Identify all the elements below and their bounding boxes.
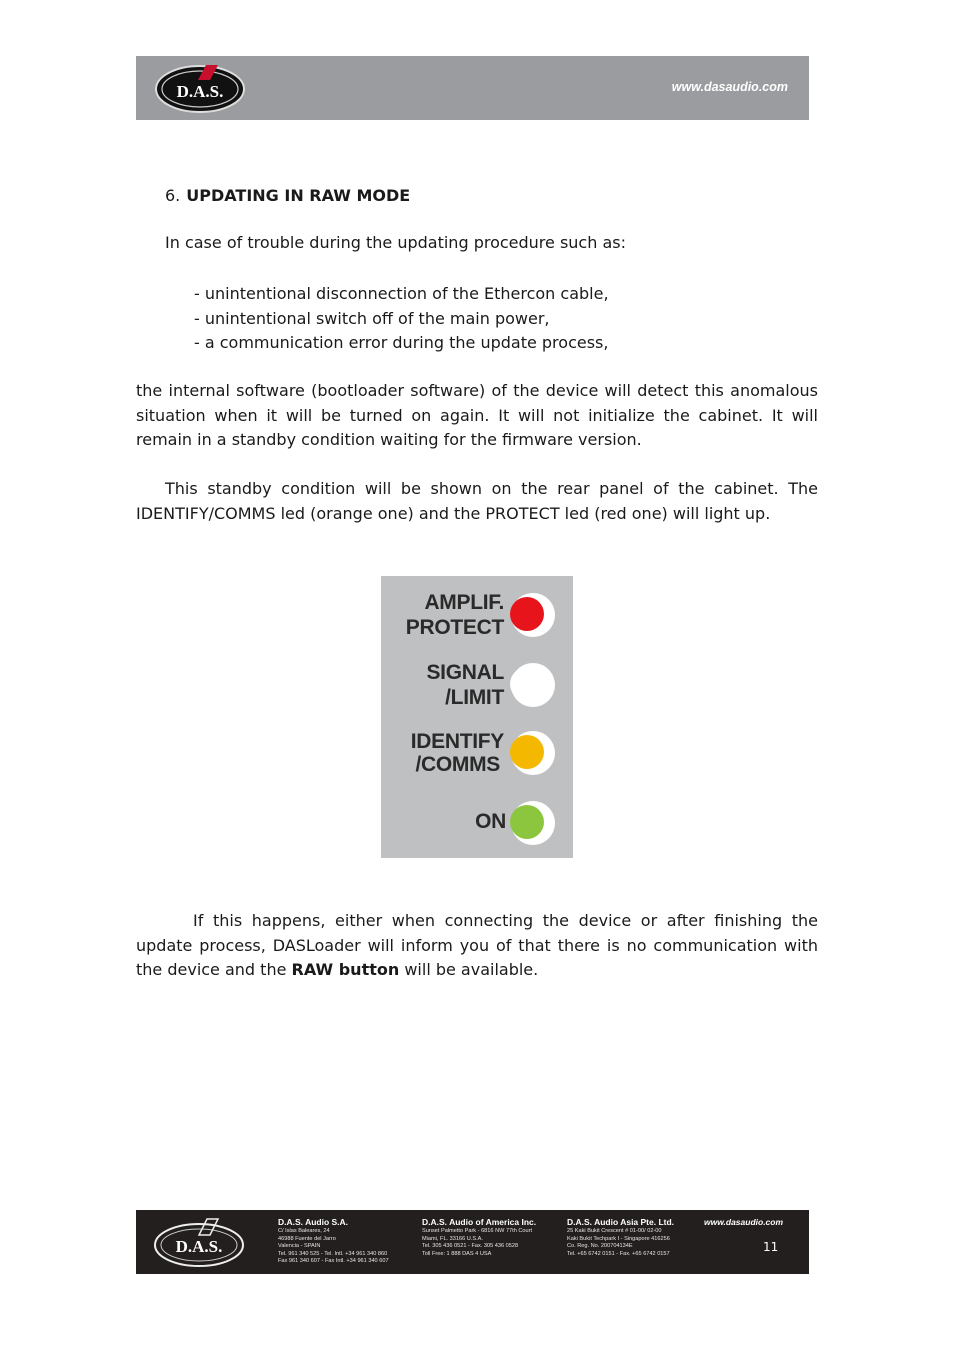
page-number: 11 (763, 1240, 779, 1254)
das-logo-footer (152, 1216, 246, 1268)
section-title: UPDATING IN RAW MODE (186, 186, 411, 205)
footer-col-spain: D.A.S. Audio S.A. C/ Islas Baleares, 24 46988 Fuente del Jarro Valencia - SPAIN Tel. 961 340 525 - Tel. Intl. +34 961 340 860 Fax 961 340 607 - Fax Intl. +34 961 340 607 (278, 1217, 389, 1265)
rear-panel-leds (381, 576, 573, 858)
list-item: - unintentional disconnection of the Ethercon cable, (194, 284, 609, 303)
section-heading (165, 186, 410, 205)
signal-led (510, 667, 544, 701)
led-label-protect: AMPLIF. PROTECT (405, 591, 504, 639)
protect-led (510, 597, 544, 631)
led-label-signal: SIGNAL /LIMIT (426, 661, 504, 709)
footer-col-america: D.A.S. Audio of America Inc. Sunset Palmetto Park - 6816 NW 77th Court Miami, FL. 33166 U.S.A. Tel. 305 436 0521 - Fax. 305 436 0528 Toll Free: 1 888 DAS 4 USA (422, 1217, 537, 1257)
paragraph-standby: This standby condition will be shown on the rear panel of the cabinet. The IDENTIFY/COMMS led (orange one) and the PROTECT led (red one) will light up. (136, 479, 818, 523)
svg-text:D.A.S.: D.A.S. (176, 82, 224, 101)
svg-text:D.A.S.: D.A.S. (175, 1237, 223, 1256)
raw-button-ref: RAW button (291, 960, 400, 979)
das-logo (154, 62, 246, 114)
led-label-on: ON (475, 810, 506, 833)
header-url: www.dasaudio.com (671, 80, 788, 94)
footer-url: www.dasaudio.com (704, 1217, 784, 1227)
section-number: 6. (165, 186, 181, 205)
footer-col-asia: D.A.S. Audio Asia Pte. Ltd. 25 Kaki Bukit Crescent # 01-00/ 02-00 Kaki Bukit Techpark I - Singapore 416256 Co. Reg. No. 200704134E Tel. +65 6742 0151 - Fax. +65 6742 0157 (567, 1217, 675, 1257)
identify-led (510, 735, 544, 769)
page-header (136, 56, 809, 120)
list-item: - unintentional switch off of the main power, (194, 308, 550, 328)
intro-text: In case of trouble during the updating procedure such as: (165, 233, 626, 252)
trouble-list (194, 282, 609, 356)
list-item: - a communication error during the update process, (194, 333, 609, 352)
paragraph-raw: If this happens, either when connecting the device or after finishing the update process, DASLoader will inform you of that there is no communication with the device and the RAW button will be available. (136, 911, 818, 979)
led-label-identify: IDENTIFY /COMMS (410, 730, 504, 776)
on-led (510, 805, 544, 839)
page-footer (136, 1210, 809, 1274)
paragraph-bootloader: the internal software (bootloader software) of the device will detect this anomalous situation when it will be turned on again. It will not initialize the cabinet. It will remain in a standby condition waiting for the firmware version. (136, 381, 818, 449)
